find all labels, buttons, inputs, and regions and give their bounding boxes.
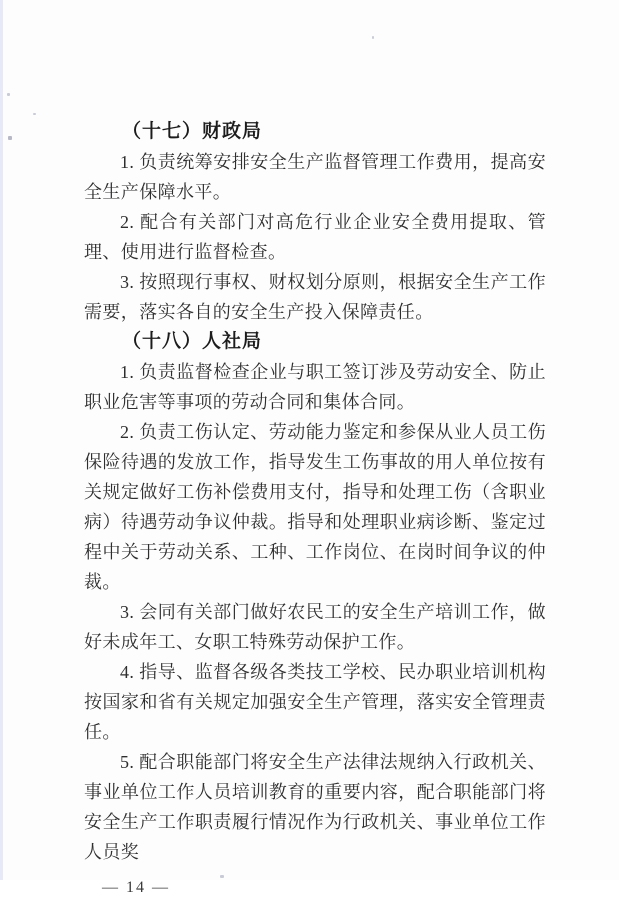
body-paragraph: 1. 负责监督检查企业与职工签订涉及劳动安全、防止职业危害等事项的劳动合同和集体合同。 <box>84 362 546 412</box>
document-content <box>84 117 546 897</box>
body-paragraph: 2. 配合有关部门对高危行业企业安全费用提取、管理、使用进行监督检查。 <box>84 212 546 262</box>
body-paragraph: 4. 指导、监督各级各类技工学校、民办职业培训机构按国家和省有关规定加强安全生产管理，落实安全管理责任。 <box>84 662 546 742</box>
page-number: — 14 — <box>102 879 170 896</box>
body-paragraph: 5. 配合职能部门将安全生产法律法规纳入行政机关、事业单位工作人员培训教育的重要内容，配合职能部门将安全生产工作职责履行情况作为行政机关、事业单位工作人员奖 <box>84 752 546 862</box>
body-paragraph: 1. 负责统筹安排安全生产监督管理工作费用，提高安全生产保障水平。 <box>84 152 546 202</box>
body-paragraph: 3. 会同有关部门做好农民工的安全生产培训工作，做好未成年工、女职工特殊劳动保护工作。 <box>84 602 546 652</box>
scan-speck <box>372 36 374 39</box>
section-heading-finance-bureau: （十七）财政局 <box>122 121 263 142</box>
scan-edge-strip <box>0 0 3 880</box>
body-paragraph: 3. 按照现行事权、财权划分原则，根据安全生产工作需要，落实各自的安全生产投入保障责任。 <box>84 272 546 322</box>
scan-speck <box>33 113 36 115</box>
section-heading-human-resources-bureau: （十八）人社局 <box>122 331 263 352</box>
scan-speck <box>8 136 12 140</box>
body-paragraph: 2. 负责工伤认定、劳动能力鉴定和参保从业人员工伤保险待遇的发放工作，指导发生工伤事故的用人单位按有关规定做好工伤补偿费用支付，指导和处理工伤（含职业病）待遇劳动争议仲裁。指导和处理职业病诊断、鉴定过程中关于劳动关系、工种、工作岗位、在岗时间争议的仲裁。 <box>84 422 546 592</box>
scan-speck <box>7 93 10 96</box>
